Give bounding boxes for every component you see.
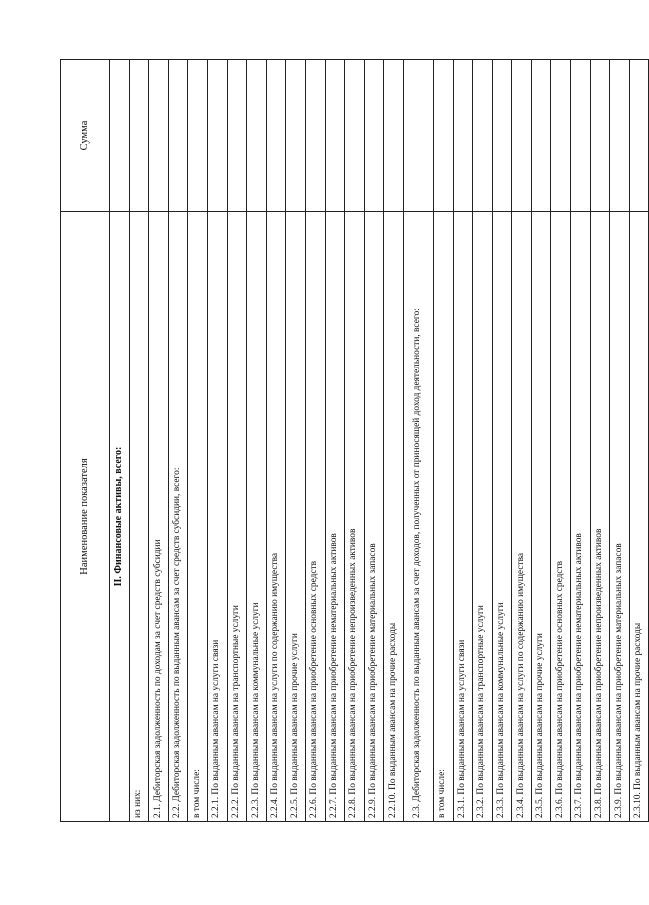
row-sum-cell bbox=[571, 60, 591, 212]
row-sum-cell bbox=[345, 60, 365, 212]
table-row bbox=[227, 60, 247, 822]
row-name-cell: 2.2.1. По выданным авансам на услуги связи bbox=[207, 212, 227, 822]
table-row bbox=[629, 60, 649, 822]
table-row bbox=[110, 60, 130, 822]
table-row bbox=[492, 60, 512, 822]
table-row bbox=[384, 60, 404, 822]
table-row bbox=[433, 60, 453, 822]
header-sum: Сумма bbox=[61, 60, 110, 212]
row-name-cell: 2.2.2. По выданным авансам на транспортные услуги bbox=[227, 212, 247, 822]
table-row bbox=[453, 60, 473, 822]
table-row bbox=[512, 60, 532, 822]
row-sum-cell bbox=[433, 60, 453, 212]
row-name-cell: 2.2.5. По выданным авансам на прочие услуги bbox=[286, 212, 306, 822]
table-row bbox=[590, 60, 610, 822]
row-name-cell: 2.2.4. По выданным авансам на услуги по содержанию имущества bbox=[266, 212, 286, 822]
row-sum-cell bbox=[305, 60, 325, 212]
table-row bbox=[207, 60, 227, 822]
row-sum-cell bbox=[247, 60, 267, 212]
row-sum-cell bbox=[207, 60, 227, 212]
row-name-cell: в том числе: bbox=[188, 212, 208, 822]
row-sum-cell bbox=[492, 60, 512, 212]
row-name-cell: 2.3.6. По выданным авансам на приобретение основных средств bbox=[551, 212, 571, 822]
table-row bbox=[325, 60, 345, 822]
indicators-table bbox=[60, 59, 649, 822]
table-header-row bbox=[61, 60, 110, 822]
table-row bbox=[531, 60, 551, 822]
row-sum-cell bbox=[384, 60, 404, 212]
table-row bbox=[305, 60, 325, 822]
row-name-cell: 2.2.6. По выданным авансам на приобретение основных средств bbox=[305, 212, 325, 822]
table-row bbox=[551, 60, 571, 822]
table-row bbox=[364, 60, 384, 822]
row-sum-cell bbox=[610, 60, 630, 212]
row-name-cell: 2.3.2. По выданным авансам на транспортные услуги bbox=[473, 212, 493, 822]
table-row bbox=[610, 60, 630, 822]
row-name-cell: 2.3.5. По выданным авансам на прочие услуги bbox=[531, 212, 551, 822]
row-sum-cell bbox=[188, 60, 208, 212]
table-row bbox=[188, 60, 208, 822]
table-row bbox=[129, 60, 149, 822]
row-name-cell: 2.2.9. По выданным авансам на приобретение материальных запасов bbox=[364, 212, 384, 822]
table-row bbox=[247, 60, 267, 822]
row-name-cell: 2.3.9. По выданным авансам на приобретение материальных запасов bbox=[610, 212, 630, 822]
row-sum-cell bbox=[227, 60, 247, 212]
row-name-cell: II. Финансовые активы, всего: bbox=[110, 212, 130, 822]
row-sum-cell bbox=[266, 60, 286, 212]
row-sum-cell bbox=[149, 60, 169, 212]
rotated-table-wrapper bbox=[60, 60, 644, 822]
row-name-cell: в том числе: bbox=[433, 212, 453, 822]
table-row bbox=[473, 60, 493, 822]
table-row bbox=[345, 60, 365, 822]
row-name-cell: 2.2.8. По выданным авансам на приобретение непроизведенных активов bbox=[345, 212, 365, 822]
row-name-cell: 2.3.10. По выданным авансам на прочие расходы bbox=[629, 212, 649, 822]
row-sum-cell bbox=[629, 60, 649, 212]
row-sum-cell bbox=[590, 60, 610, 212]
row-name-cell: 2.2.7. По выданным авансам на приобретение нематериальных активов bbox=[325, 212, 345, 822]
row-sum-cell bbox=[453, 60, 473, 212]
row-sum-cell bbox=[551, 60, 571, 212]
row-sum-cell bbox=[473, 60, 493, 212]
row-name-cell: 2.3.4. По выданным авансам на услуги по содержанию имущества bbox=[512, 212, 532, 822]
row-sum-cell bbox=[325, 60, 345, 212]
row-sum-cell bbox=[512, 60, 532, 212]
row-name-cell: 2.3.7. По выданным авансам на приобретение нематериальных активов bbox=[571, 212, 591, 822]
row-sum-cell bbox=[531, 60, 551, 212]
table-body bbox=[110, 60, 649, 822]
row-name-cell: 2.3. Дебиторская задолженность по выданным авансам за счет доходов, полученных от приносящей доход деятельности, всего: bbox=[403, 212, 433, 822]
table-row bbox=[149, 60, 169, 822]
table-row bbox=[286, 60, 306, 822]
row-sum-cell bbox=[403, 60, 433, 212]
row-name-cell: 2.3.8. По выданным авансам на приобретение непроизведенных активов bbox=[590, 212, 610, 822]
row-name-cell: 2.2.3. По выданным авансам на коммунальные услуги bbox=[247, 212, 267, 822]
table-row bbox=[168, 60, 188, 822]
row-sum-cell bbox=[364, 60, 384, 212]
row-name-cell: из них: bbox=[129, 212, 149, 822]
table-row bbox=[571, 60, 591, 822]
table-row bbox=[403, 60, 433, 822]
row-sum-cell bbox=[286, 60, 306, 212]
row-name-cell: 2.1. Дебиторская задолженность по доходам за счет средств субсидии bbox=[149, 212, 169, 822]
row-name-cell: 2.3.1. По выданным авансам на услуги связи bbox=[453, 212, 473, 822]
row-sum-cell bbox=[168, 60, 188, 212]
row-name-cell: 2.2. Дебиторская задолженность по выданным авансам за счет средств субсидии, всего: bbox=[168, 212, 188, 822]
row-name-cell: 2.2.10. По выданным авансам на прочие расходы bbox=[384, 212, 404, 822]
row-name-cell: 2.3.3. По выданным авансам на коммунальные услуги bbox=[492, 212, 512, 822]
header-name: Наименование показателя bbox=[61, 212, 110, 822]
row-sum-cell bbox=[129, 60, 149, 212]
row-sum-cell bbox=[110, 60, 130, 212]
table-row bbox=[266, 60, 286, 822]
